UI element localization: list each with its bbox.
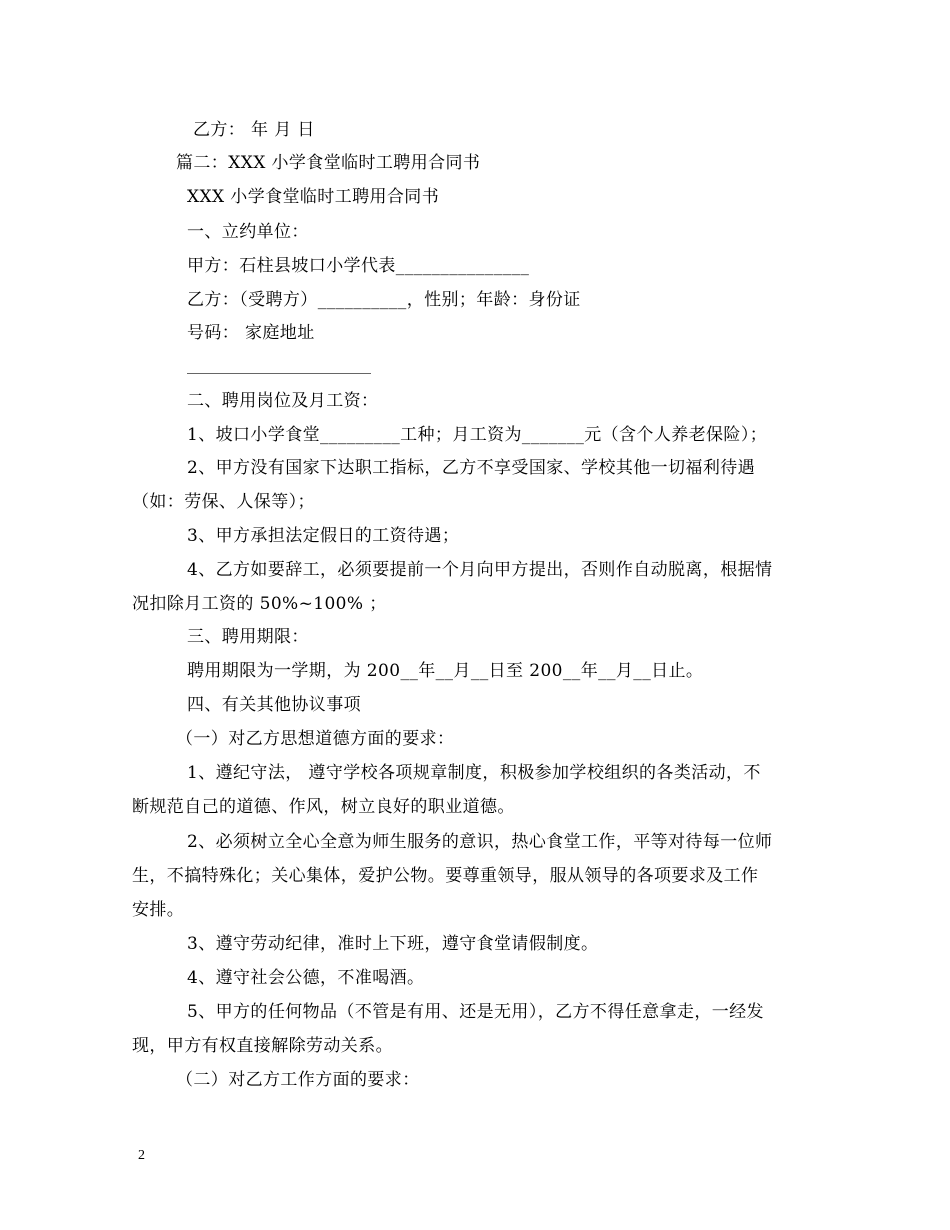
text-line: （二）对乙方工作方面的要求： [176, 1070, 420, 1090]
text-line: 安排。 [132, 900, 185, 920]
text-line: （一）对乙方思想道德方面的要求： [176, 729, 455, 749]
text-line: 甲方：石柱县坡口小学代表_______________ [187, 256, 530, 276]
text-line: 聘用期限为一学期，为 200__年__月__日至 200__年__月__日止。 [187, 661, 704, 681]
text-line: 况扣除月工资的 50%~100% ； [132, 594, 387, 614]
text-line: 1、坡口小学食堂_________工种；月工资为_______元（含个人养老保险）； [187, 425, 768, 445]
text-line: 乙方： 年 月 日 [193, 120, 315, 140]
text-line: 断规范自己的道德、作风，树立良好的职业道德。 [132, 797, 515, 817]
text-line: 号码： 家庭地址 [187, 323, 315, 343]
page-number: 2 [138, 1148, 145, 1163]
text-line: 5、甲方的任何物品（不管是有用、还是无用），乙方不得任意拿走，一经发 [187, 1002, 764, 1022]
text-line: XXX 小学食堂临时工聘用合同书 [187, 187, 440, 207]
text-line: 3、甲方承担法定假日的工资待遇； [187, 526, 460, 546]
text-line: 1、遵纪守法， 遵守学校各项规章制度，积极参加学校组织的各类活动，不 [187, 763, 761, 783]
text-line: 三、聘用期限： [187, 627, 309, 647]
text-line: 3、遵守劳动纪律，准时上下班，遵守食堂请假制度。 [187, 934, 599, 954]
text-line: 一、立约单位： [187, 222, 309, 242]
text-line: 2、甲方没有国家下达职工指标，乙方不享受国家、学校其他一切福利待遇 [187, 458, 756, 478]
text-line: 篇二：XXX 小学食堂临时工聘用合同书 [176, 153, 481, 173]
text-line: （如：劳保、人保等）； [132, 492, 315, 512]
text-line: 4、遵守社会公德，不准喝酒。 [187, 968, 425, 988]
text-line: 2、必须树立全心全意为师生服务的意识，热心食堂工作，平等对待每一位师 [187, 832, 773, 852]
text-line: 生，不搞特殊化；关心集体，爱护公物。要尊重领导，服从领导的各项要求及工作 [132, 866, 759, 886]
text-line: 四、有关其他协议事项 [187, 695, 361, 715]
text-line: 乙方：（受聘方）__________，性别；年龄：身份证 [187, 290, 581, 310]
text-line: 4、乙方如要辞工，必须要提前一个月向甲方提出，否则作自动脱离，根据情 [187, 560, 773, 580]
blank-underline [187, 373, 371, 374]
text-line: 二、聘用岗位及月工资： [187, 391, 379, 411]
text-line: 现，甲方有权直接解除劳动关系。 [132, 1036, 393, 1056]
